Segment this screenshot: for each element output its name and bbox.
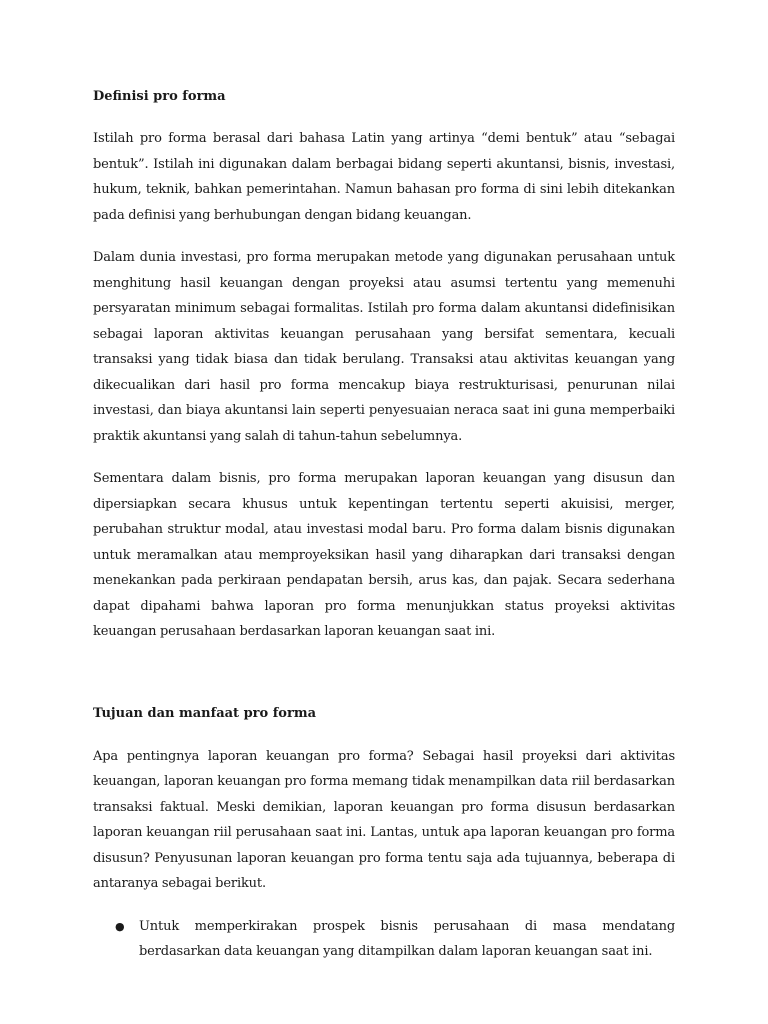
paragraph: Istilah pro forma berasal dari bahasa Latin yang artinya “demi bentuk” atau “sebagai bentuk”. Istilah ini digunakan dalam berbagai bidang seperti akuntansi, bisnis, investasi, hukum, teknik, bahkan pemerintahan. Namun bahasan pro forma di sini lebih ditekankan pada definisi yang berhubungan dengan bidang keuangan. xyxy=(93,131,675,223)
document-page xyxy=(93,80,675,965)
paragraph: Dalam dunia investasi, pro forma merupakan metode yang digunakan perusahaan untuk menghitung hasil keuangan dengan proyeksi atau asumsi tertentu yang memenuhi persyaratan minimum sebagai formalitas. Istilah pro forma dalam akuntansi didefinisikan sebagai laporan aktivitas keuangan perusahaan yang bersifat sementara, kecuali transaksi yang tidak biasa dan tidak berulang. Transaksi atau aktivitas keuangan yang dikecualikan dari hasil pro forma mencakup biaya restrukturisasi, penurunan nilai investasi, dan biaya akuntansi lain seperti penyesuaian neraca saat ini guna memperbaiki praktik akuntansi yang salah di tahun-tahun sebelumnya. xyxy=(93,250,675,444)
list-item-text: Untuk memperkirakan prospek bisnis perusahaan di masa mendatang berdasarkan data keuangan yang ditampilkan dalam laporan keuangan saat ini. xyxy=(139,918,675,959)
list-item xyxy=(93,914,675,965)
paragraph: Apa pentingnya laporan keuangan pro forma? Sebagai hasil proyeksi dari aktivitas keuangan, laporan keuangan pro forma memang tidak menampilkan data riil berdasarkan transaksi faktual. Meski demikian, laporan keuangan pro forma disusun berdasarkan laporan keuangan riil perusahaan saat ini. Lantas, untuk apa laporan keuangan pro forma disusun? Penyusunan laporan keuangan pro forma tentu saja ada tujuannya, beberapa di antaranya sebagai berikut. xyxy=(93,748,675,891)
section-heading-definition: Definisi pro forma xyxy=(93,89,226,104)
paragraph: Sementara dalam bisnis, pro forma merupakan laporan keuangan yang disusun dan dipersiapkan secara khusus untuk kepentingan tertentu seperti akuisisi, merger, perubahan struktur modal, atau investasi modal baru. Pro forma dalam bisnis digunakan untuk meramalkan atau memproyeksikan hasil yang diharapkan dari transaksi dengan menekankan pada perkiraan pendapatan bersih, arus kas, dan pajak. Secara sederhana dapat dipahami bahwa laporan pro forma menunjukkan status proyeksi aktivitas keuangan perusahaan berdasarkan laporan keuangan saat ini. xyxy=(93,471,675,639)
section-heading-purpose: Tujuan dan manfaat pro forma xyxy=(93,705,317,721)
bullet-icon: ● xyxy=(115,919,125,933)
bullet-list xyxy=(93,914,675,965)
